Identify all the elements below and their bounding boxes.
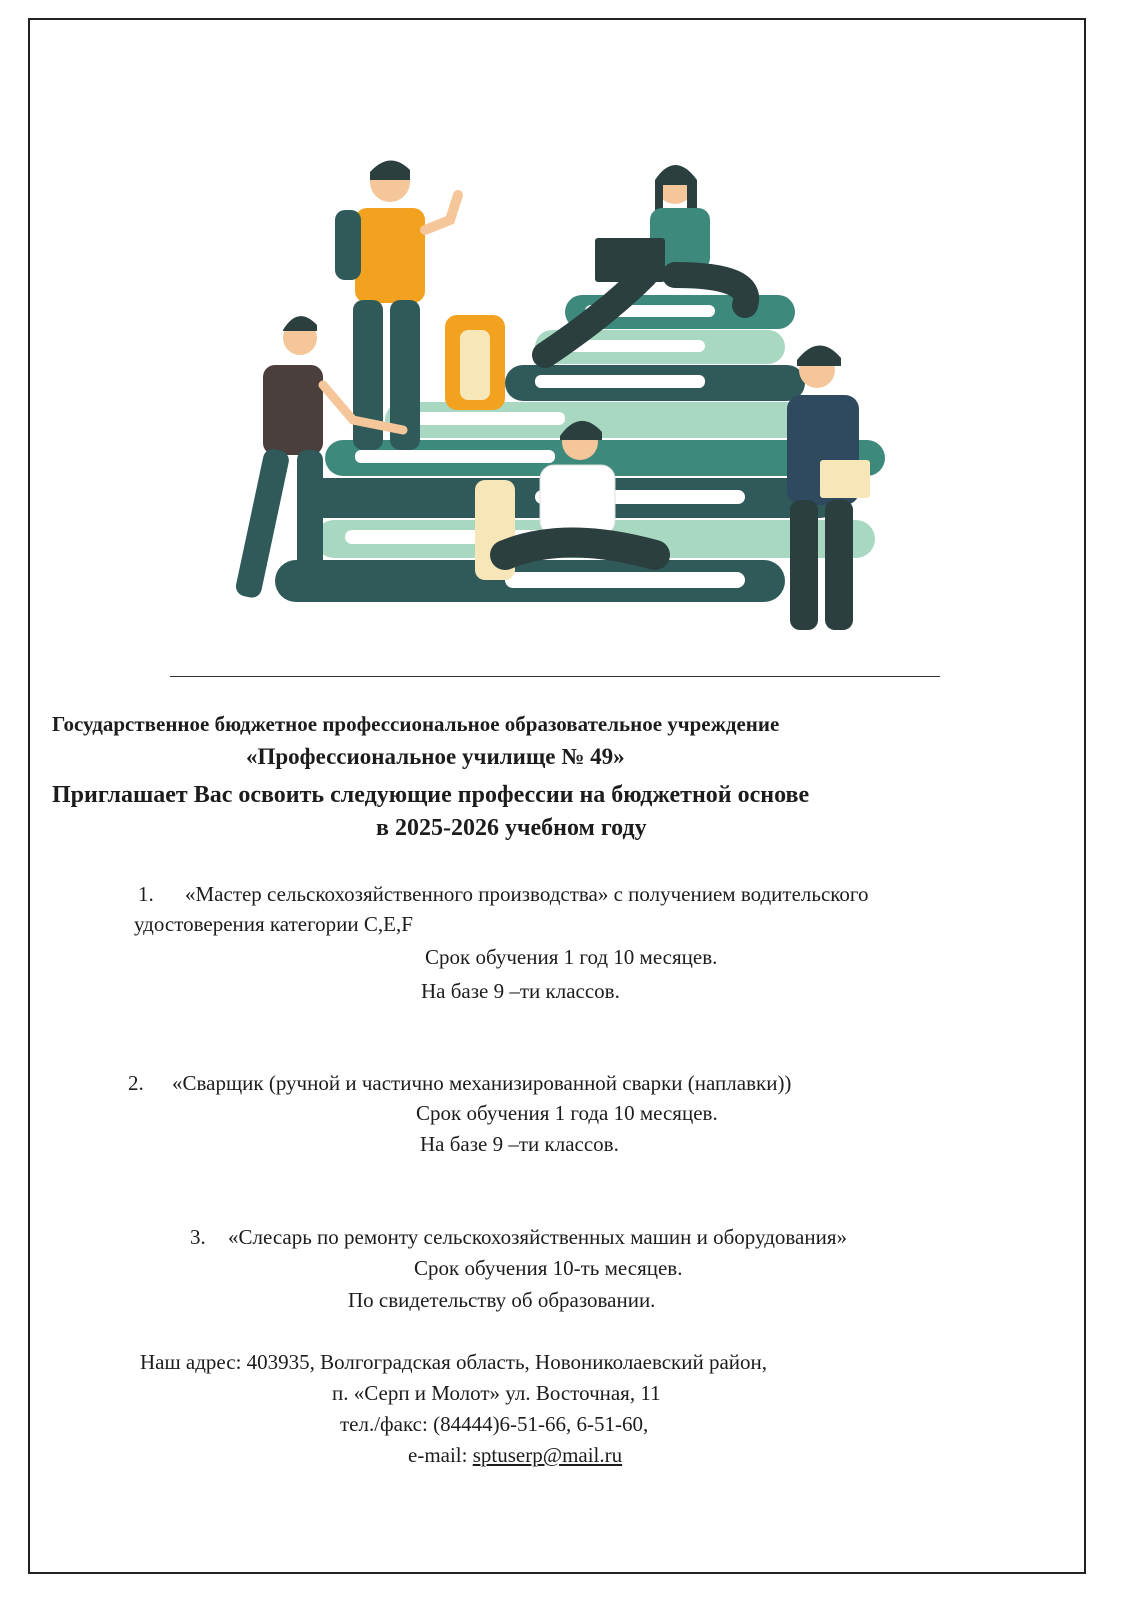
phone-fax: тел./факс: (84444)6-51-66, 6-51-60, bbox=[340, 1412, 649, 1436]
profession-2-base: На базе 9 –ти классов. bbox=[420, 1132, 619, 1156]
profession-1-base: На базе 9 –ти классов. bbox=[421, 979, 620, 1003]
invite-heading: Приглашает Вас освоить следующие профессии на бюджетной основе bbox=[52, 782, 810, 808]
profession-2-duration: Срок обучения 1 года 10 месяцев. bbox=[416, 1101, 718, 1125]
profession-1-duration: Срок обучения 1 год 10 месяцев. bbox=[425, 945, 718, 969]
profession-1-number: 1. bbox=[138, 882, 154, 906]
profession-3-base: По свидетельству об образовании. bbox=[348, 1288, 656, 1312]
profession-3-duration: Срок обучения 10-ть месяцев. bbox=[414, 1256, 683, 1280]
profession-1-title-cont: удостоверения категории С,Е,F bbox=[134, 912, 413, 936]
email-label: e-mail: bbox=[408, 1443, 473, 1467]
profession-3-title: «Слесарь по ремонту сельскохозяйственных машин и оборудования» bbox=[228, 1225, 847, 1249]
institution-type: Государственное бюджетное профессиональное образовательное учреждение bbox=[52, 712, 780, 736]
academic-year: в 2025-2026 учебном году bbox=[376, 815, 647, 841]
profession-2-number: 2. bbox=[128, 1071, 144, 1095]
address-line-1: Наш адрес: 403935, Волгоградская область, Новониколаевский район, bbox=[140, 1350, 768, 1374]
institution-name: «Профессиональное училище № 49» bbox=[246, 744, 625, 769]
profession-1-title: «Мастер сельскохозяйственного производства» с получением водительского bbox=[185, 882, 869, 906]
profession-2-title: «Сварщик (ручной и частично механизированной сварки (наплавки)) bbox=[172, 1071, 792, 1095]
email-link[interactable]: sptuserp@mail.ru bbox=[472, 1443, 623, 1467]
students-books-illustration bbox=[205, 160, 905, 640]
profession-3-number: 3. bbox=[190, 1225, 206, 1249]
address-line-2: п. «Серп и Молот» ул. Восточная, 11 bbox=[332, 1381, 661, 1405]
email-line bbox=[408, 1443, 622, 1468]
divider-line bbox=[170, 676, 940, 677]
